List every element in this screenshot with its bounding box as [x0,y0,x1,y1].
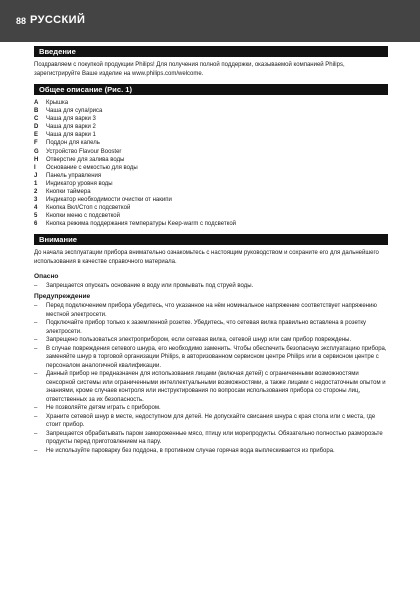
warning-item: – Перед подключением прибора убедитесь, что указанное на нём номинальное напряжение соответствует напряжению местной электросети. [34,303,377,318]
warning-item: – Не используйте пароварку без поддона, в противном случае горячая вода выплескивается из прибора. [34,447,335,454]
section-heading-intro: Введение [34,46,388,57]
parts-list-item: A Крышка [34,100,69,106]
parts-list-item: C Чаша для варки 3 [34,116,96,123]
danger-list [34,282,388,291]
parts-list-item: 5 Кнопки меню с подсветкой [34,213,120,220]
dash-marker: – [34,447,38,454]
warning-item: – Храните сетевой шнур в месте, недоступном для детей. Не допускайте свисания шнура с края стола или с места, где стоит прибор. [34,413,376,428]
warning-list [34,302,388,455]
dash-marker: – [34,303,38,309]
warning-item: – В случае повреждения сетевого шнура, его необходимо заменить. Чтобы обеспечить безопасную эксплуатацию прибора, заменяйте шнур в торговой организации Philips, в авторизованном сервисном центре Philips или в сервисном центре с персоналом аналогичной квалификации. [34,345,387,369]
page-header [0,0,420,42]
parts-list-item: 1 Индикатор уровня воды [34,180,113,187]
dash-marker: – [34,282,38,289]
parts-list-item: J Панель управления [34,172,102,179]
dash-marker: – [34,345,38,352]
parts-list-item: G Устройство Flavour Booster [34,148,122,155]
dash-marker: – [34,405,38,411]
warning-item: – Данный прибор не предназначен для использования лицами (включая детей) с ограниченными возможностями сенсорной системы или ограниченными интеллектуальными возможностями, а также лицами с недостаточным опытом и знаниями, кроме случаев контроля или инструктирования по вопросам использования прибора со стороны лиц, ответственных за их безопасность. [34,371,386,403]
dash-marker: – [34,337,38,343]
caution-paragraph: До начала эксплуатации прибора внимательно ознакомьтесь с настоящим руководством и сохраните его для дальнейшего использования в качестве справочного материала. [34,249,379,265]
parts-list-item: E Чаша для варки 1 [34,132,96,139]
warning-subheading: Предупреждение [34,293,91,300]
parts-list-item: H Отверстие для залива воды [34,156,125,163]
parts-list-item: F Поддон для капель [34,140,100,147]
dash-marker: – [34,371,38,377]
parts-list-item: I Основание с емкостью для воды [34,164,138,171]
dash-marker: – [34,430,38,437]
parts-list-item: D Чаша для варки 2 [34,124,96,131]
dash-marker: – [34,320,38,326]
language-title: РУССКИЙ [30,14,86,26]
danger-subheading: Опасно [34,272,59,280]
section-heading-overview: Общее описание (Рис. 1) [34,84,388,95]
section-heading-caution: Внимание [34,234,388,245]
parts-list [34,99,388,229]
warning-item: – Не позволяйте детям играть с прибором. [34,405,161,411]
parts-list-item: 4 Кнопка Вкл/Стоп с подсветкой [34,205,131,212]
warning-item: – Подключайте прибор только к заземленной розетке. Убедитесь, что сетевая вилка правильно вставлена в розетку электросети. [34,320,367,335]
dash-marker: – [34,413,38,420]
parts-list-item: 3 Индикатор необходимости очистки от накипи [34,197,172,204]
intro-paragraph: Поздравляем с покупкой продукции Philips! Для получения полной поддержки, оказываемой компанией Philips, зарегистрируйте Ваше изделие на www.philips.com/welcome. [34,62,345,77]
page-number: 88 [16,16,27,26]
parts-list-item: 2 Кнопки таймера [34,189,91,196]
danger-item: – Запрещается опускать основание в воду или промывать под струей воды. [34,282,254,289]
page-content [34,46,388,457]
warning-item: – Запрещено пользоваться электроприбором, если сетевая вилка, сетевой шнур или сам прибор повреждены. [34,337,352,343]
parts-list-item: 6 Кнопка режима поддержания температуры Keep-warm с подсветкой [34,221,237,228]
warning-item: – Запрещается обрабатывать паром замороженные мясо, птицу или морепродукты. Обязательно полностью разморозьте продукты перед приготовлением на пару. [34,430,383,445]
parts-list-item: B Чаша для супа/риса [34,108,103,115]
